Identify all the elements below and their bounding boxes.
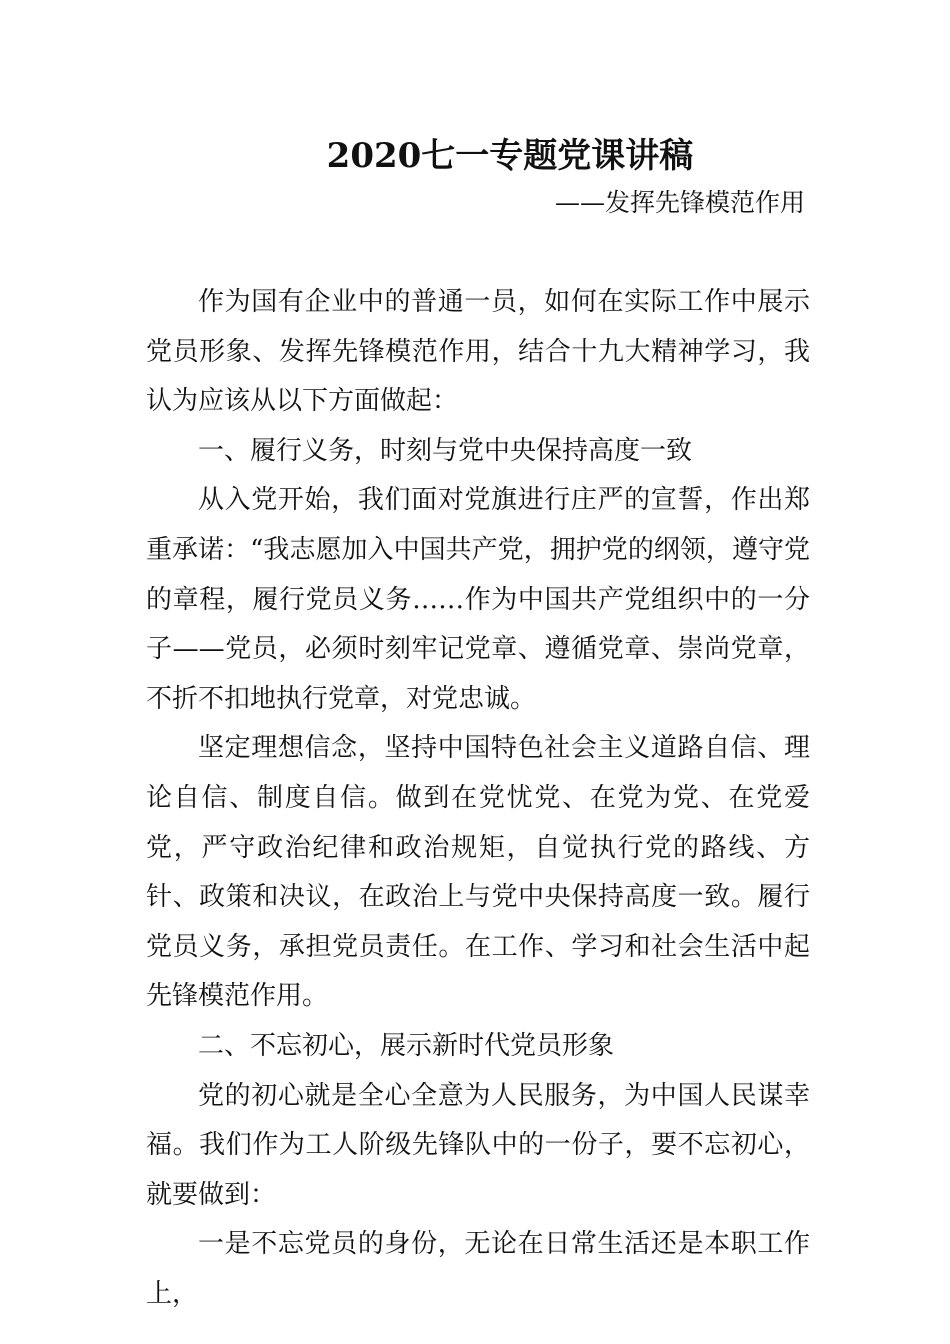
document-body [146, 278, 810, 1319]
document-subtitle: ——发挥先锋模范作用 [554, 188, 805, 217]
document-title: 2020七一专题党课讲稿 [326, 136, 694, 176]
paragraph-oath: 从入党开始，我们面对党旗进行庄严的宣誓，作出郑重承诺：“我志愿加入中国共产党，拥护党的纲领，遵守党的章程，履行党员义务……作为中国共产党组织中的一分子——党员，必须时刻牢记党章、遵循党章、崇尚党章，不折不扣地执行党章，对党忠诚。 [146, 485, 810, 714]
paragraph-ideals: 坚定理想信念，坚持中国特色社会主义道路自信、理论自信、制度自信。做到在党忧党、在党为党、在党爱党，严守政治纪律和政治规矩，自觉执行党的路线、方针、政策和决议，在政治上与党中央保持高度一致。履行党员义务，承担党员责任。在工作、学习和社会生活中起先锋模范作用。 [146, 733, 810, 1012]
paragraph-point-one: 一是不忘党员的身份，无论在日常生活还是本职工作上， [146, 1229, 810, 1309]
paragraph-original-aspiration: 党的初心就是全心全意为人民服务，为中国人民谋幸福。我们作为工人阶级先锋队中的一份子，要不忘初心，就要做到： [146, 1080, 810, 1210]
paragraph-intro: 作为国有企业中的普通一员，如何在实际工作中展示党员形象、发挥先锋模范作用，结合十九大精神学习，我认为应该从以下方面做起： [146, 287, 810, 417]
section-heading-2: 二、不忘初心，展示新时代党员形象 [198, 1030, 615, 1061]
section-heading-1: 一、履行义务，时刻与党中央保持高度一致 [198, 435, 693, 466]
